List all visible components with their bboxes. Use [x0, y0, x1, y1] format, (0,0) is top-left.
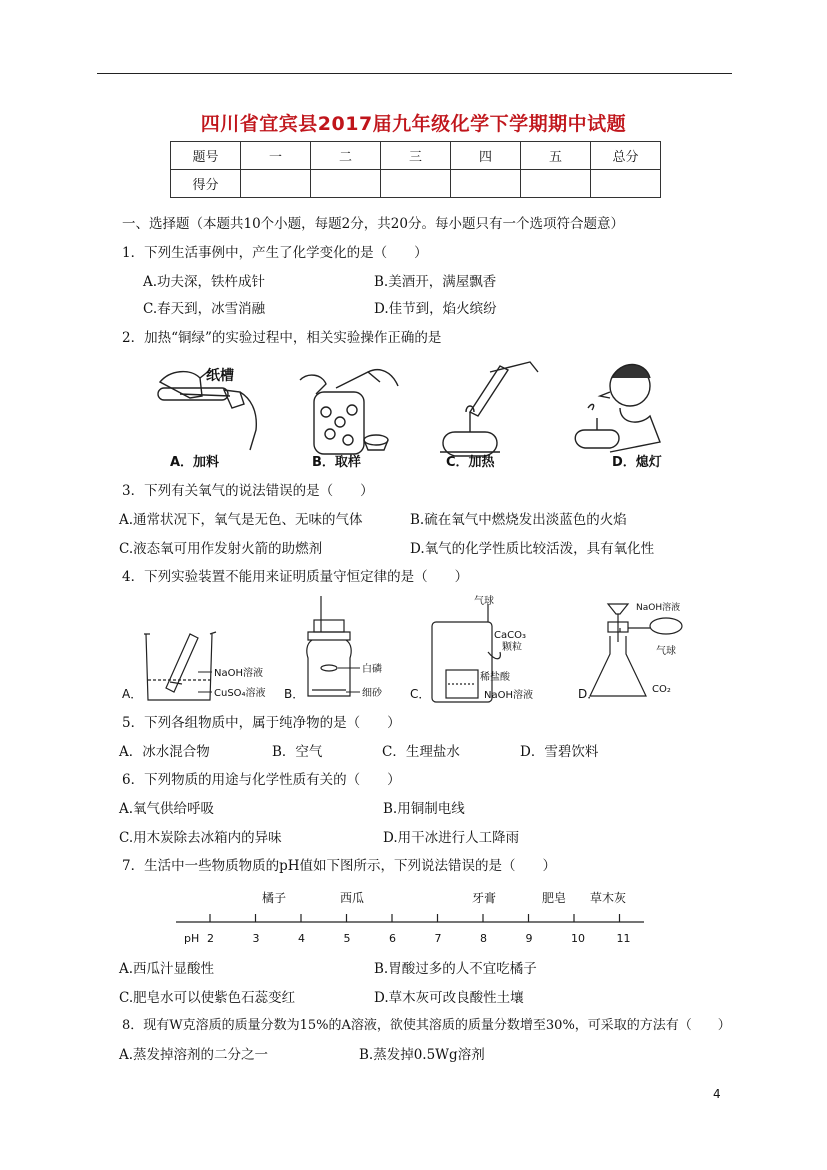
- figure-4b-bottle: [307, 596, 351, 696]
- question-3-stem: 3．下列有关氧气的说法错误的是（ ）: [122, 483, 374, 499]
- question-2-stem: 2．加热“铜绿”的实验过程中，相关实验操作正确的是: [122, 330, 442, 346]
- ph-tick-label: 6: [389, 932, 396, 945]
- score-row-label: 得分: [171, 170, 241, 198]
- score-table-header-row: [171, 142, 661, 170]
- figure-2d-blowing-lamp: [575, 365, 660, 453]
- score-cell-section-3: 三: [381, 142, 451, 170]
- figure-2-label-c: C．加热: [446, 455, 495, 470]
- ph-item-watermelon: 西瓜: [340, 891, 365, 905]
- figure-4c-note-caco3: CaCO₃: [494, 630, 526, 641]
- figure-4-letter-b: B．: [284, 687, 305, 701]
- question-1-stem: 1．下列生活事例中，产生了化学变化的是（ ）: [122, 245, 428, 261]
- figure-2b-taking-sample: [300, 370, 398, 454]
- score-cell-total: 总分: [591, 142, 661, 170]
- score-blank: [591, 170, 661, 198]
- ph-tick-label: 5: [343, 932, 351, 945]
- score-cell-section-4: 四: [451, 142, 521, 170]
- figure-4c-jar: [432, 604, 500, 702]
- question-6-option-d: D.用干冰进行人工降雨: [383, 830, 520, 846]
- figure-2a-note: 纸槽: [206, 368, 234, 384]
- question-1-option-c: C.春天到，冰雪消融: [143, 301, 266, 317]
- ph-tick-label: 11: [616, 932, 631, 945]
- figure-4a-beaker: [144, 632, 216, 700]
- score-table-score-row: [171, 170, 661, 198]
- header-rule: [97, 73, 732, 74]
- question-5-option-b: B．空气: [272, 744, 323, 760]
- score-blank: [451, 170, 521, 198]
- score-blank: [381, 170, 451, 198]
- ph-tick-label: 7: [434, 932, 442, 945]
- figure-4b-note-phosphorus: 白磷: [362, 664, 382, 675]
- question-6-stem: 6．下列物质的用途与化学性质有关的（ ）: [122, 772, 401, 788]
- figure-2-label-b: B．取样: [312, 455, 361, 470]
- figure-2-label-d: D．熄灯: [612, 455, 662, 470]
- question-6-option-a: A.氧气供给呼吸: [119, 801, 215, 817]
- question-1-option-d: D.佳节到，焰火缤纷: [374, 301, 497, 317]
- page-title: 四川省宜宾县2017届九年级化学下学期期中试题: [200, 113, 627, 135]
- question-6-option-b: B.用铜制电线: [383, 801, 465, 817]
- question-8-option-b: B.蒸发掉0.5Wg溶剂: [359, 1047, 485, 1063]
- figure-4d-note-balloon: 气球: [656, 646, 676, 657]
- question-8-stem: 8．现有W克溶质的质量分数为15%的A溶液，欲使其溶质的质量分数增至30%，可采取的方法有（ ）: [122, 1018, 731, 1033]
- figure-2c-heating: [440, 362, 538, 456]
- ph-item-soap: 肥皂: [542, 891, 567, 905]
- section-heading: 一、选择题（本题共10个小题，每题2分，共20分。每小题只有一个选项符合题意）: [122, 216, 624, 232]
- question-5-stem: 5．下列各组物质中，属于纯净物的是（ ）: [122, 715, 401, 731]
- question-7-option-b: B.胃酸过多的人不宜吃橘子: [374, 961, 537, 977]
- score-cell-section-5: 五: [521, 142, 591, 170]
- ph-tick-label: 4: [298, 932, 305, 945]
- question-7-option-c: C.肥皂水可以使紫色石蕊变红: [119, 990, 296, 1006]
- ph-tick-label: 9: [525, 932, 533, 945]
- question-3-option-b: B.硫在氧气中燃烧发出淡蓝色的火焰: [410, 512, 627, 528]
- page-number: 4: [713, 1087, 721, 1101]
- figure-2-label-a: A．加料: [170, 455, 220, 470]
- ph-tick-label: 10: [571, 932, 585, 945]
- question-3-option-d: D.氧气的化学性质比较活泼，具有氧化性: [410, 541, 655, 557]
- question-3-option-a: A.通常状况下，氧气是无色、无味的气体: [119, 512, 363, 528]
- question-5-option-c: C．生理盐水: [382, 744, 460, 760]
- question-3-option-c: C.液态氧可用作发射火箭的助燃剂: [119, 541, 323, 557]
- score-blank: [521, 170, 591, 198]
- ph-tick-label: 2: [207, 932, 214, 945]
- question-8-option-a: A.蒸发掉溶剂的二分之一: [119, 1047, 269, 1063]
- figure-4d-note-naoh: NaOH溶液: [636, 603, 681, 613]
- figure-4d-note-co2: CO₂: [652, 684, 671, 695]
- question-7-option-d: D.草木灰可改良酸性土壤: [374, 990, 524, 1006]
- figure-4a-note-naoh: NaOH溶液: [214, 668, 263, 679]
- ph-item-plant-ash: 草木灰: [590, 891, 627, 905]
- question-1-option-b: B.美酒开，满屋飘香: [374, 274, 497, 290]
- figure-4-letter-c: C．: [410, 687, 431, 701]
- ph-ticks: [207, 914, 631, 945]
- question-6-option-c: C.用木炭除去冰箱内的异味: [119, 830, 282, 846]
- ph-tick-label: 8: [480, 932, 487, 945]
- score-blank: [311, 170, 381, 198]
- question-7-stem: 7．生活中一些物质物质的pH值如下图所示，下列说法错误的是（ ）: [122, 858, 557, 874]
- figure-4c-note-grain: 颗粒: [502, 642, 522, 653]
- question-7-option-a: A.西瓜汁显酸性: [119, 961, 215, 977]
- ph-item-orange: 橘子: [262, 891, 287, 905]
- question-1-option-a: A.功夫深，铁杵成针: [143, 274, 266, 290]
- figure-4-letter-d: D．: [578, 687, 600, 701]
- figure-4a-note-cuso4: CuSO₄溶液: [214, 688, 266, 699]
- score-cell-section-2: 二: [311, 142, 381, 170]
- question-2-figures: [140, 352, 680, 472]
- question-5-option-d: D．雪碧饮料: [520, 744, 599, 760]
- figure-4-letter-a: A．: [122, 687, 143, 701]
- question-7-ph-scale: [170, 884, 650, 946]
- score-cell-label: 题号: [171, 142, 241, 170]
- figure-4c-note-acid: 稀盐酸: [480, 672, 510, 683]
- question-4-stem: 4．下列实验装置不能用来证明质量守恒定律的是（ ）: [122, 569, 469, 585]
- figure-4c-note-balloon: 气球: [474, 596, 494, 607]
- ph-item-toothpaste: 牙膏: [472, 891, 497, 905]
- score-table: [170, 141, 661, 198]
- ph-tick-label: 3: [252, 932, 260, 945]
- figure-4c-note-naoh: NaOH溶液: [484, 690, 533, 701]
- question-5-option-a: A．冰水混合物: [119, 744, 210, 760]
- score-blank: [241, 170, 311, 198]
- figure-4b-note-sand: 细砂: [362, 688, 382, 699]
- question-4-figures: [110, 592, 710, 710]
- score-cell-section-1: 一: [241, 142, 311, 170]
- ph-label: pH: [184, 932, 200, 945]
